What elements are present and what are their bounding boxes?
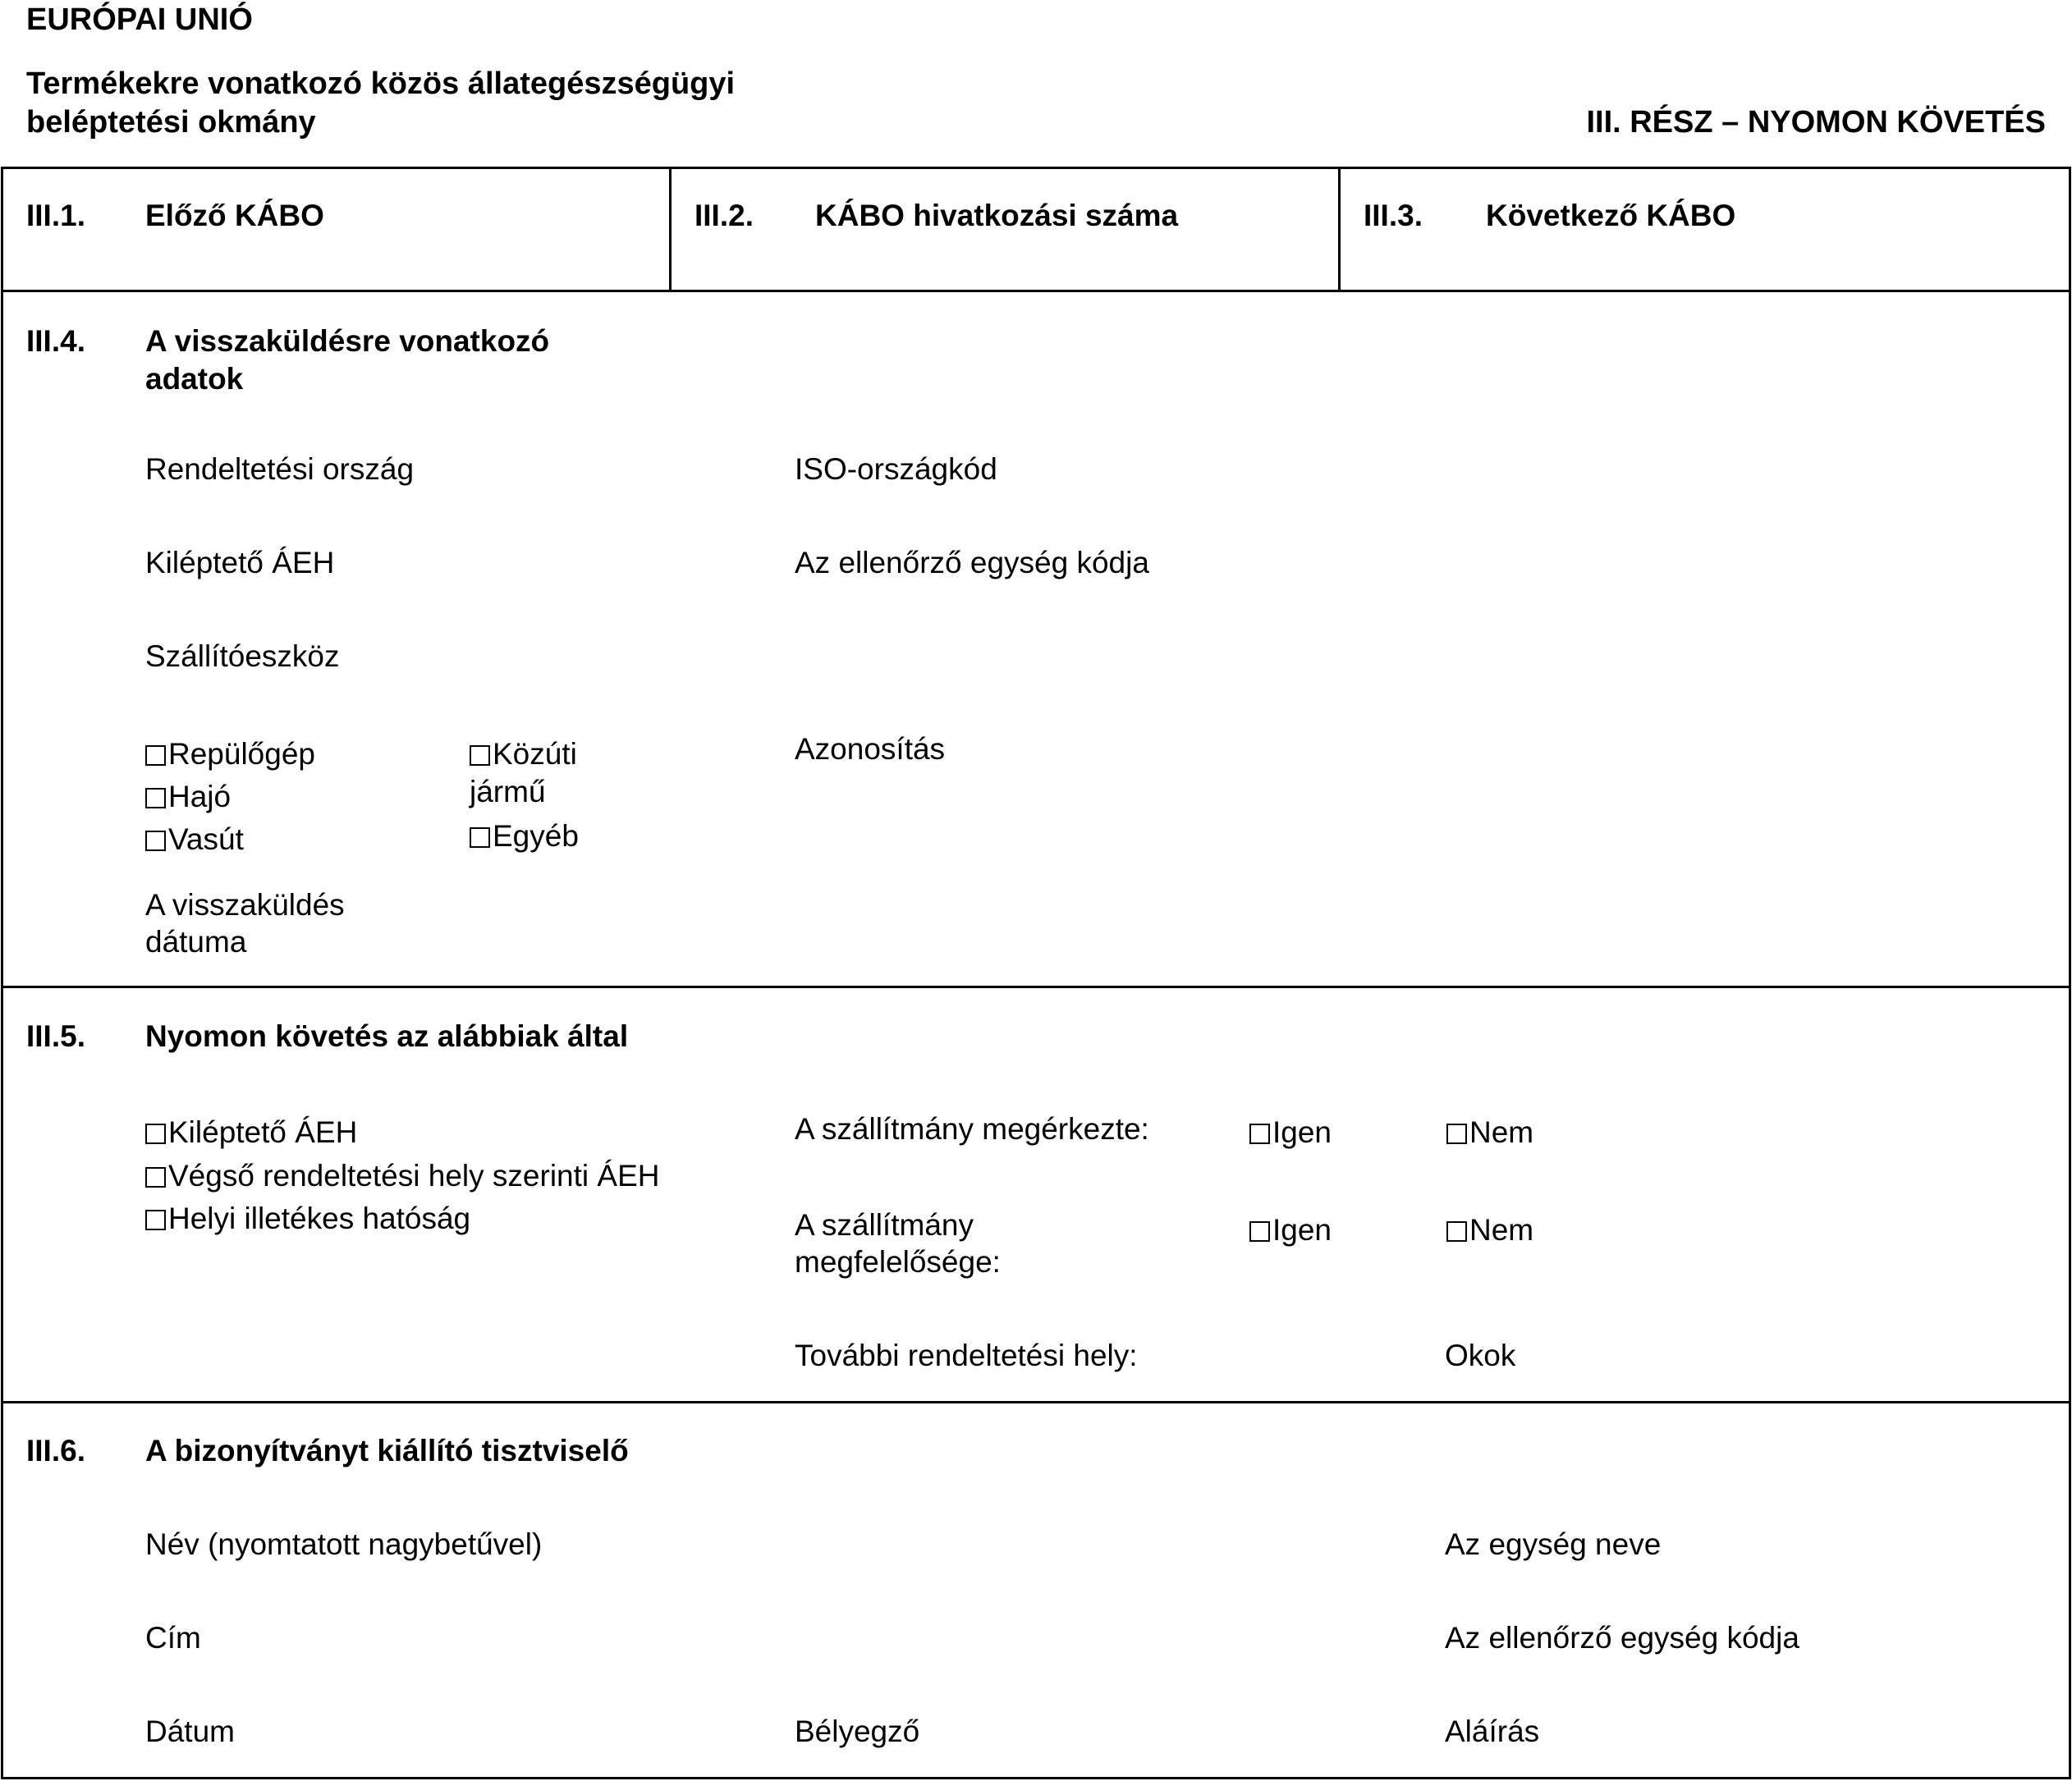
section-title: Nyomon követés az alábbiak által bbox=[145, 1019, 629, 1053]
document-title-line2: beléptetési okmány bbox=[26, 105, 316, 140]
section-code: III.6. bbox=[26, 1434, 85, 1467]
control-unit-code-label: Az ellenőrző egység kódja bbox=[795, 546, 1149, 579]
document-title-line1: Termékekre vonatkozó közös állategészségügyi bbox=[26, 66, 736, 101]
option-label: Vasút bbox=[168, 822, 244, 856]
box-code: III.3. bbox=[1364, 199, 1423, 232]
frame-line-top bbox=[1, 167, 2071, 169]
option-label: Végső rendeltetési hely szerinti ÁEH bbox=[168, 1159, 660, 1193]
reasons-label: Okok bbox=[1445, 1339, 1516, 1372]
frame-line-left bbox=[1, 167, 3, 1779]
option-final-destination-bip[interactable] bbox=[145, 1157, 659, 1195]
destination-country-label: Rendeltetési ország bbox=[145, 452, 415, 486]
option-label: Hajó bbox=[168, 780, 231, 813]
iso-code-label: ISO-országkód bbox=[795, 452, 997, 486]
identification-label: Azonosítás bbox=[795, 732, 946, 766]
frame-divider-2 bbox=[1338, 167, 1341, 292]
section-title: A bizonyítványt kiállító tisztviselő bbox=[145, 1434, 629, 1467]
option-label: Igen bbox=[1272, 1213, 1332, 1247]
checkbox[interactable] bbox=[145, 831, 166, 851]
return-date-label-line2: dátuma bbox=[145, 925, 247, 959]
arrival-label: A szállítmány megérkezte: bbox=[795, 1112, 1149, 1146]
part-title: III. RÉSZ – NYOMON KÖVETÉS bbox=[1586, 105, 2046, 140]
option-label: Helyi illetékes hatóság bbox=[168, 1202, 471, 1235]
section-title-line2: adatok bbox=[145, 362, 244, 396]
frame-line-row2 bbox=[1, 986, 2071, 988]
arrival-no[interactable] bbox=[1446, 1114, 1533, 1151]
option-local-authority[interactable] bbox=[145, 1200, 470, 1238]
checkbox[interactable] bbox=[1446, 1124, 1467, 1144]
option-road-vehicle-line2: jármű bbox=[470, 775, 546, 808]
box-code: III.2. bbox=[694, 199, 754, 232]
option-other[interactable] bbox=[470, 817, 579, 855]
section-title-line1: A visszaküldésre vonatkozó bbox=[145, 324, 550, 358]
option-label: Nem bbox=[1469, 1213, 1534, 1247]
box-label: Előző KÁBO bbox=[145, 199, 324, 232]
option-label: Egyéb bbox=[493, 819, 579, 853]
unit-name-label: Az egység neve bbox=[1445, 1527, 1662, 1561]
option-label: Közúti bbox=[493, 737, 577, 771]
box-label: Következő KÁBO bbox=[1486, 199, 1736, 232]
frame-divider-1 bbox=[669, 167, 672, 292]
checkbox[interactable] bbox=[1446, 1221, 1467, 1242]
checkbox[interactable] bbox=[145, 1167, 166, 1188]
further-destination-label: További rendeltetési hely: bbox=[795, 1339, 1138, 1372]
checkbox[interactable] bbox=[145, 1124, 166, 1144]
conformity-yes[interactable] bbox=[1249, 1211, 1332, 1249]
date-label: Dátum bbox=[145, 1715, 235, 1748]
checkbox[interactable] bbox=[1249, 1221, 1270, 1242]
frame-line-bottom bbox=[1, 1777, 2071, 1779]
section-code: III.5. bbox=[26, 1019, 85, 1053]
signature-label: Aláírás bbox=[1445, 1715, 1540, 1748]
return-date-label-line1: A visszaküldés bbox=[145, 888, 345, 922]
checkbox[interactable] bbox=[145, 788, 166, 808]
name-label: Név (nyomtatott nagybetűvel) bbox=[145, 1527, 543, 1561]
checkbox[interactable] bbox=[470, 827, 490, 848]
exit-bip-label: Kiléptető ÁEH bbox=[145, 546, 335, 579]
conformity-label-line1: A szállítmány bbox=[795, 1208, 974, 1242]
frame-line-row3 bbox=[1, 1401, 2071, 1403]
checkbox[interactable] bbox=[145, 1210, 166, 1230]
arrival-yes[interactable] bbox=[1249, 1114, 1332, 1151]
conformity-label-line2: megfelelősége: bbox=[795, 1245, 1001, 1279]
option-airplane[interactable] bbox=[145, 735, 315, 773]
address-label: Cím bbox=[145, 1621, 201, 1655]
frame-line-right bbox=[2069, 167, 2071, 1779]
option-label: Nem bbox=[1469, 1115, 1534, 1149]
transport-label: Szállítóeszköz bbox=[145, 639, 340, 673]
option-ship[interactable] bbox=[145, 778, 231, 816]
checkbox[interactable] bbox=[145, 745, 166, 766]
stamp-label: Bélyegző bbox=[795, 1715, 920, 1748]
checkbox[interactable] bbox=[470, 745, 490, 766]
box-code: III.1. bbox=[26, 199, 85, 232]
control-unit-code-label: Az ellenőrző egység kódja bbox=[1445, 1621, 1799, 1655]
option-label: Repülőgép bbox=[168, 737, 315, 771]
box-label: KÁBO hivatkozási száma bbox=[815, 199, 1179, 232]
frame-line-row1 bbox=[1, 290, 2071, 292]
option-road-vehicle[interactable] bbox=[470, 735, 577, 773]
union-title: EURÓPAI UNIÓ bbox=[26, 2, 253, 37]
option-rail[interactable] bbox=[145, 821, 244, 858]
conformity-no[interactable] bbox=[1446, 1211, 1533, 1249]
section-code: III.4. bbox=[26, 324, 85, 358]
checkbox[interactable] bbox=[1249, 1124, 1270, 1144]
option-label: Igen bbox=[1272, 1115, 1332, 1149]
option-label: Kiléptető ÁEH bbox=[168, 1115, 358, 1149]
option-exit-bip[interactable] bbox=[145, 1114, 357, 1151]
